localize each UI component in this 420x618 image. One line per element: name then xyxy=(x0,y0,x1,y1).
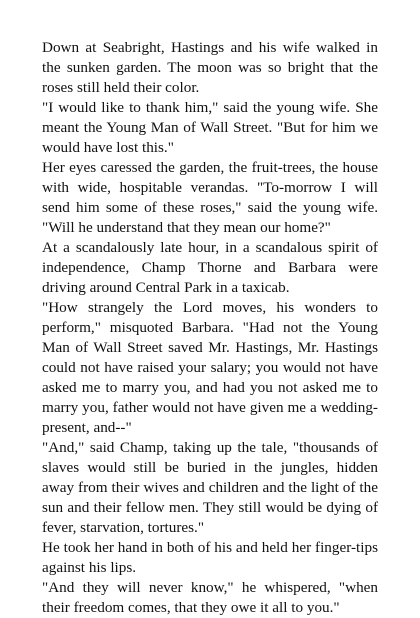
paragraph-3: Her eyes caressed the garden, the fruit-trees, the house with wide, hospitable verandas. "To-morrow I will send him some of these roses," said the young wife. "Will he understand that they mean our home?" xyxy=(42,159,378,236)
paragraph-6: "And," said Champ, taking up the tale, "thousands of slaves would still be buried in the jungles, hidden away from their wives and children and the light of the sun and their fellow men. They still would be dying of fever, starvation, tortures." xyxy=(42,439,378,536)
paragraph-4: At a scandalously late hour, in a scandalous spirit of independence, Champ Thorne and Barbara were driving around Central Park in a taxicab. xyxy=(42,239,378,296)
paragraph-7: He took her hand in both of his and held her finger-tips against his lips. xyxy=(42,539,378,576)
paragraph-5: "How strangely the Lord moves, his wonders to perform," misquoted Barbara. "Had not the Young Man of Wall Street saved Mr. Hastings, Mr. Hastings could not have raised your salary; you would not have asked me to marry you, and had you not asked me to marry you, father would not have given me a wedding-present, and--" xyxy=(42,299,378,436)
paragraph-2: "I would like to thank him," said the young wife. She meant the Young Man of Wall Street. "But for him we would have lost this." xyxy=(42,99,378,156)
paragraph-1: Down at Seabright, Hastings and his wife walked in the sunken garden. The moon was so bright that the roses still held their color. xyxy=(42,39,378,96)
paragraph-8: "And they will never know," he whispered, "when their freedom comes, that they owe it all to you." xyxy=(42,579,378,616)
page-text xyxy=(42,38,378,618)
